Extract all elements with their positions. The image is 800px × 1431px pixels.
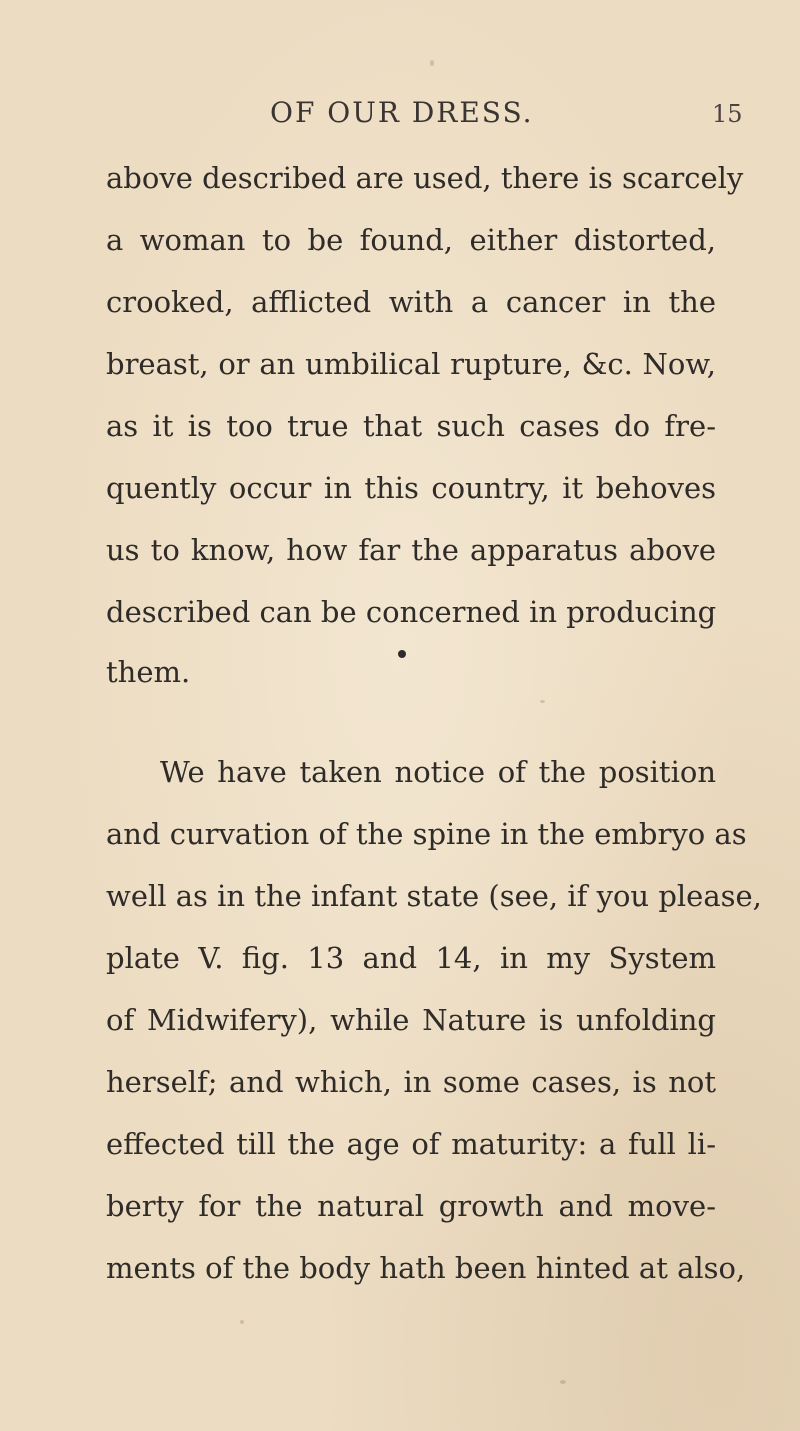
paper-fleck: [560, 1380, 566, 1384]
text-line: them.: [106, 655, 191, 689]
section-ornament: [398, 650, 406, 658]
paper-fleck: [240, 1320, 244, 1324]
text-line: and curvation of the spine in the embryo as: [106, 817, 747, 851]
text-line: breast, or an umbilical rupture, &c. Now,: [106, 347, 716, 381]
text-line: as it is too true that such cases do fre-: [106, 409, 716, 443]
text-line: of Midwifery), while Nature is unfolding: [106, 1003, 716, 1037]
text-line: herself; and which, in some cases, is not: [106, 1065, 716, 1099]
paper-fleck: [430, 60, 434, 66]
text-line: crooked, afflicted with a cancer in the: [106, 285, 716, 319]
text-line: We have taken notice of the position: [160, 755, 716, 789]
text-line: a woman to be found, either distorted,: [106, 223, 716, 257]
text-line: ments of the body hath been hinted at also,: [106, 1251, 746, 1285]
page-number: 15: [712, 100, 743, 128]
text-line: above described are used, there is scarcely: [106, 161, 744, 195]
text-line: well as in the infant state (see, if you please,: [106, 879, 762, 913]
paper-fleck: [540, 700, 545, 703]
text-line: effected till the age of maturity: a full li-: [106, 1127, 716, 1161]
text-line: plate V. fig. 13 and 14, in my System: [106, 941, 716, 975]
running-head: OF OUR DRESS.: [270, 96, 534, 129]
text-line: described can be concerned in producing: [106, 595, 717, 629]
text-line: us to know, how far the apparatus above: [106, 533, 716, 567]
text-line: berty for the natural growth and move-: [106, 1189, 716, 1223]
text-line: quently occur in this country, it behoves: [106, 471, 716, 505]
